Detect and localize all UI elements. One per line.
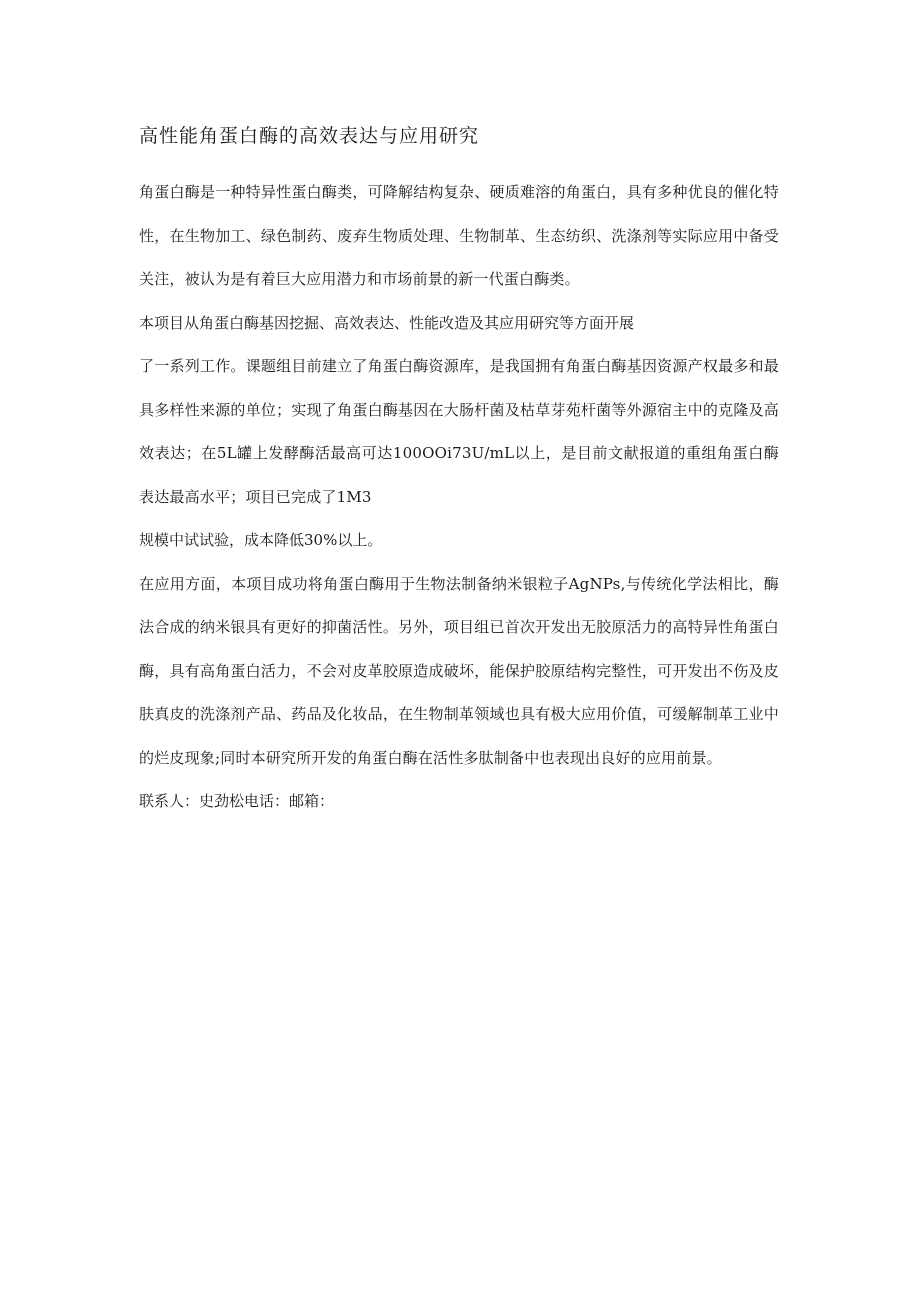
document-title: 高性能角蛋白酶的高效表达与应用研究	[139, 125, 480, 147]
contact-line: 联系人：史劲松电话：邮箱：	[139, 792, 335, 810]
document-page	[139, 122, 779, 824]
paragraph-project-body: 了一系列工作。课题组目前建立了角蛋白酶资源库，是我国拥有角蛋白酶基因资源产权最多和最具多样性来源的单位；实现了角蛋白酶基因在大肠杆菌及枯草芽苑杆菌等外源宿主中的克隆及高效表达；在5L罐上发酵酶活最高可达100OOi73U/mL以上，是目前文献报道的重组角蛋白酶表达最高水平；项目已完成了1M3	[139, 357, 779, 506]
paragraph-application: 在应用方面，本项目成功将角蛋白酶用于生物法制备纳米银粒子AgNPs,与传统化学法相比，酶法合成的纳米银具有更好的抑菌活性。另外，项目组已首次开发出无胶原活力的高特异性角蛋白酶，具有高角蛋白活力，不会对皮革胶原造成破坏，能保护胶原结构完整性，可开发出不伤及皮肤真皮的洗涤剂产品、药品及化妆品，在生物制革领域也具有极大应用价值，可缓解制革工业中的烂皮现象;同时本研究所开发的角蛋白酶在活性多肽制备中也表现出良好的应用前景。	[139, 574, 779, 767]
paragraph-project-last-line: 规模中试试验，成本降低30%以上。	[139, 531, 383, 549]
paragraph-project-first-line: 本项目从角蛋白酶基因挖掘、高效表达、性能改造及其应用研究等方面开展	[139, 313, 635, 332]
paragraph-intro: 角蛋白酶是一种特异性蛋白酶类，可降解结构复杂、硬质难溶的角蛋白，具有多种优良的催化特性，在生物加工、绿色制药、废弃生物质处理、生物制革、生态纺织、洗涤剂等实际应用中备受关注，被认为是有着巨大应用潜力和市场前景的新一代蛋白酶类。	[139, 183, 779, 288]
